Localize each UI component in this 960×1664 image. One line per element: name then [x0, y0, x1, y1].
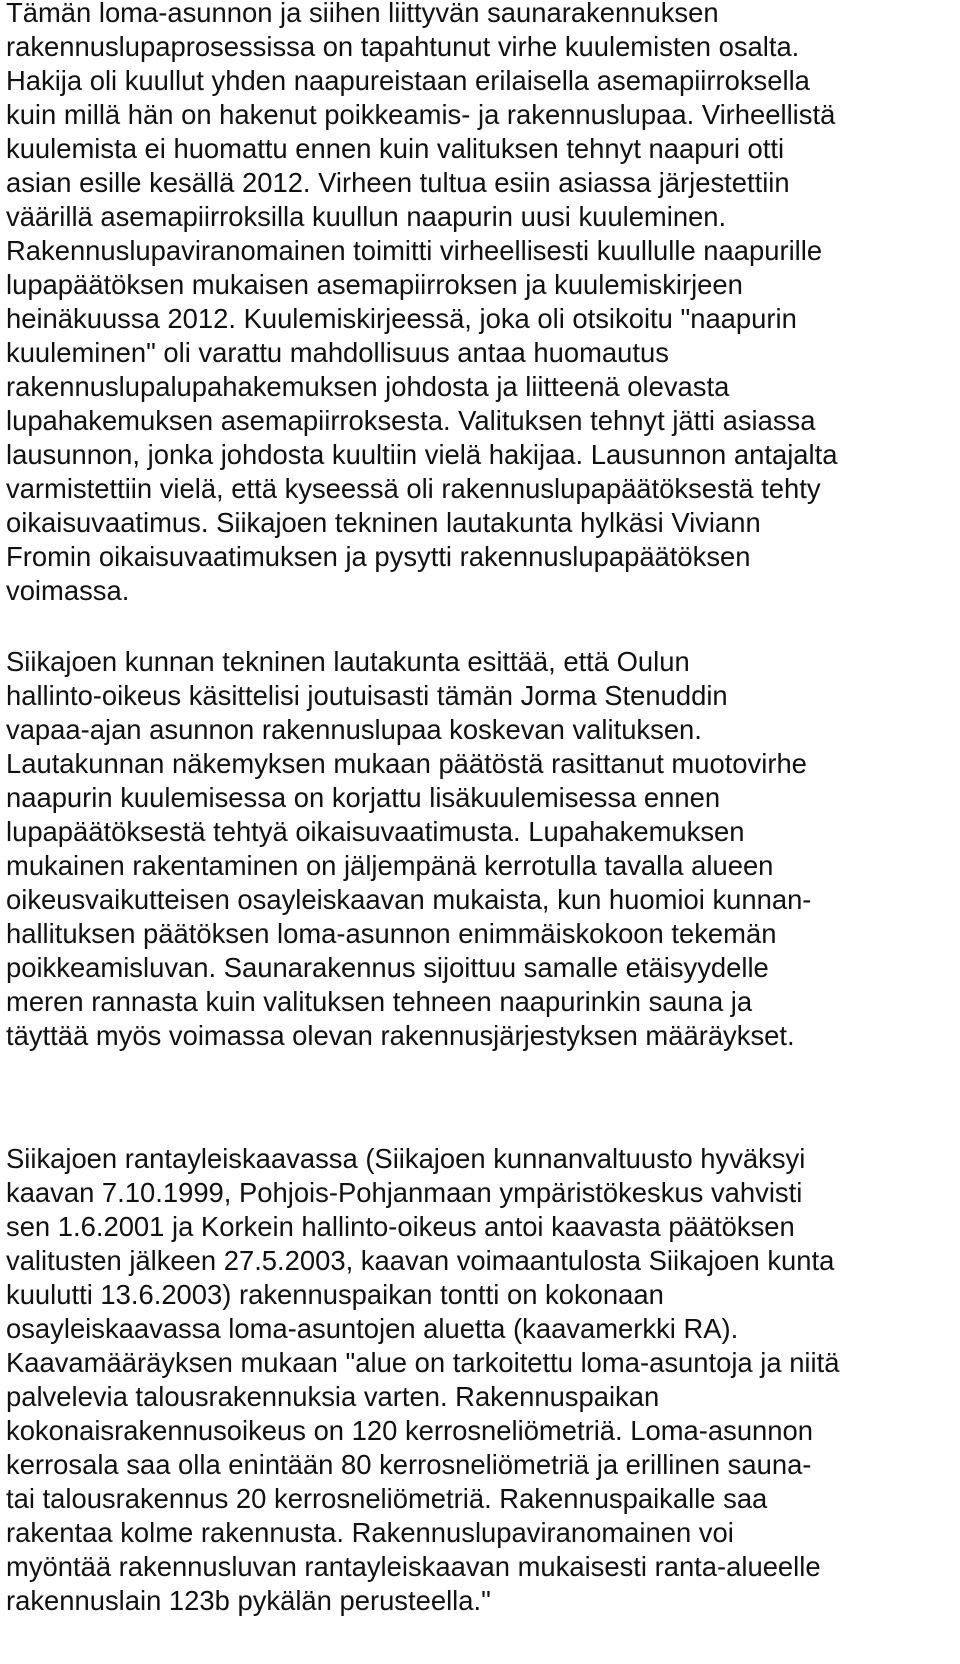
- text-line: kaavan 7.10.1999, Pohjois-Pohjanmaan ympäristökeskus vahvisti: [6, 1177, 803, 1208]
- text-line: vapaa-ajan asunnon rakennuslupaa koskevan valituksen.: [6, 714, 702, 745]
- text-line: Siikajoen kunnan tekninen lautakunta esittää, että Oulun: [6, 646, 690, 677]
- text-line: lausunnon, jonka johdosta kuultiin vielä hakijaa. Lausunnon antajalta: [6, 439, 838, 470]
- paragraph-shoreline-master-plan: [6, 1142, 839, 1618]
- text-line: mukainen rakentaminen on jäljempänä kerrotulla tavalla alueen: [6, 850, 774, 881]
- text-line: rakennuslain 123b pykälän perusteella.": [6, 1585, 491, 1616]
- text-line: Rakennuslupaviranomainen toimitti virheellisesti kuullulle naapurille: [6, 235, 823, 266]
- text-line: voimassa.: [6, 575, 130, 606]
- text-line: sen 1.6.2001 ja Korkein hallinto-oikeus antoi kaavasta päätöksen: [6, 1211, 795, 1242]
- text-line: rakennuslupalupahakemuksen johdosta ja liitteenä olevasta: [6, 371, 730, 402]
- text-line: lupapäätöksestä tehtyä oikaisuvaatimusta. Lupahakemuksen: [6, 816, 745, 847]
- text-line: hallinto-oikeus käsittelisi joutuisasti tämän Jorma Stenuddin: [6, 680, 728, 711]
- text-line: naapurin kuulemisessa on korjattu lisäkuulemisessa ennen: [6, 782, 721, 813]
- text-line: tai talousrakennus 20 kerrosneliömetriä. Rakennuspaikalle saa: [6, 1483, 768, 1514]
- text-line: rakentaa kolme rakennusta. Rakennuslupaviranomainen voi: [6, 1517, 734, 1548]
- text-line: Hakija oli kuullut yhden naapureistaan erilaisella asemapiirroksella: [6, 65, 810, 96]
- text-line: väärillä asemapiirroksilla kuullun naapurin uusi kuuleminen.: [6, 201, 727, 232]
- text-line: kerrosala saa olla enintään 80 kerrosneliömetriä ja erillinen sauna-: [6, 1449, 812, 1480]
- paragraph-building-permit-hearing: [6, 0, 837, 608]
- text-line: lupapäätöksen mukaisen asemapiirroksen ja kuulemiskirjeen: [6, 269, 743, 300]
- text-line: heinäkuussa 2012. Kuulemiskirjeessä, joka oli otsikoitu "naapurin: [6, 303, 797, 334]
- text-line: oikaisuvaatimus. Siikajoen tekninen lautakunta hylkäsi Viviann: [6, 507, 761, 538]
- text-line: palvelevia talousrakennuksia varten. Rakennuspaikan: [6, 1381, 660, 1412]
- text-line: täyttää myös voimassa olevan rakennusjärjestyksen määräykset.: [6, 1020, 795, 1051]
- text-line: osayleiskaavassa loma-asuntojen aluetta (kaavamerkki RA).: [6, 1313, 739, 1344]
- text-line: meren rannasta kuin valituksen tehneen naapurinkin sauna ja: [6, 986, 753, 1017]
- text-line: Siikajoen rantayleiskaavassa (Siikajoen kunnanvaltuusto hyväksyi: [6, 1143, 806, 1174]
- text-line: Kaavamääräyksen mukaan "alue on tarkoitettu loma-asuntoja ja niitä: [6, 1347, 840, 1378]
- text-line: rakennuslupaprosessissa on tapahtunut virhe kuulemisten osalta.: [6, 31, 800, 62]
- text-line: valitusten jälkeen 27.5.2003, kaavan voimaantulosta Siikajoen kunta: [6, 1245, 835, 1276]
- text-line: Fromin oikaisuvaatimuksen ja pysytti rakennuslupapäätöksen: [6, 541, 751, 572]
- text-line: kuulutti 13.6.2003) rakennuspaikan tontti on kokonaan: [6, 1279, 664, 1310]
- text-line: myöntää rakennusluvan rantayleiskaavan mukaisesti ranta-alueelle: [6, 1551, 821, 1582]
- text-line: kokonaisrakennusoikeus on 120 kerrosneliömetriä. Loma-asunnon: [6, 1415, 813, 1446]
- text-line: Tämän loma-asunnon ja siihen liittyvän saunarakennuksen: [6, 0, 719, 28]
- text-line: poikkeamisluvan. Saunarakennus sijoittuu samalle etäisyydelle: [6, 952, 769, 983]
- text-line: hallituksen päätöksen loma-asunnon enimmäiskokoon tekemän: [6, 918, 777, 949]
- text-line: varmistettiin vielä, että kyseessä oli rakennuslupapäätöksestä tehty: [6, 473, 821, 504]
- text-line: oikeusvaikutteisen osayleiskaavan mukaista, kun huomioi kunnan-: [6, 884, 812, 915]
- text-line: lupahakemuksen asemapiirroksesta. Valituksen tehnyt jätti asiassa: [6, 405, 816, 436]
- text-line: kuulemista ei huomattu ennen kuin valituksen tehnyt naapuri otti: [6, 133, 785, 164]
- text-line: Lautakunnan näkemyksen mukaan päätöstä rasittanut muotovirhe: [6, 748, 807, 779]
- text-line: asian esille kesällä 2012. Virheen tultua esiin asiassa järjestettiin: [6, 167, 790, 198]
- text-line: kuuleminen" oli varattu mahdollisuus antaa huomautus: [6, 337, 669, 368]
- text-line: kuin millä hän on hakenut poikkeamis- ja rakennuslupaa. Virheellistä: [6, 99, 836, 130]
- paragraph-board-proposal: [6, 645, 811, 1053]
